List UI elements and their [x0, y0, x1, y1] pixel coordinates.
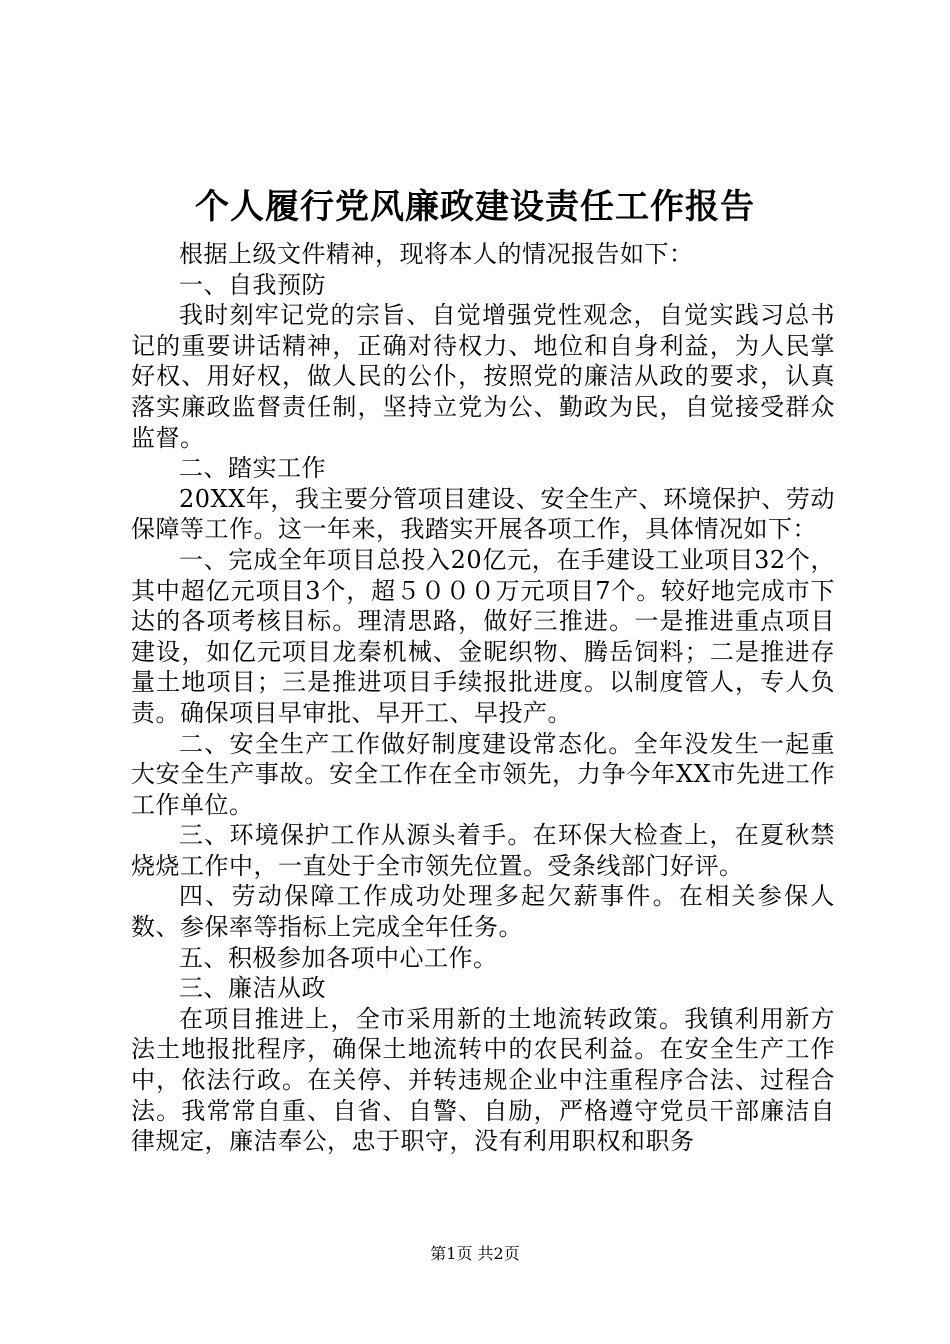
paragraph-work-item-3: 三、环境保护工作从源头着手。在环保大检查上，在夏秋禁烧烧工作中，一直处于全市领先位置。受条线部门好评。 [131, 821, 835, 880]
section-heading-clean-governance: 三、廉洁从政 [179, 974, 326, 1003]
page-number-footer: 第1页 共2页 [430, 1244, 520, 1263]
section-heading-self-prevention: 一、自我预防 [179, 270, 326, 299]
paragraph-work-item-2: 二、安全生产工作做好制度建设常态化。全年没发生一起重大安全生产事故。安全工作在全市领先，力争今年XX市先进工作工作单位。 [131, 729, 835, 819]
document-title: 个人履行党风廉政建设责任工作报告 [195, 187, 755, 227]
paragraph-clean-governance: 在项目推进上，全市采用新的土地流转政策。我镇利用新方法土地报批程序，确保土地流转中的农民利益。在安全生产工作中，依法行政。在关停、并转违规企业中注重程序合法、过程合法。我常常自重、自省、自警、自励，严格遵守党员干部廉洁自律规定，廉洁奉公，忠于职守，没有利用职权和职务 [131, 1004, 835, 1156]
section-heading-practical-work: 二、踏实工作 [179, 454, 326, 483]
paragraph-self-prevention: 我时刻牢记党的宗旨、自觉增强党性观念，自觉实践习总书记的重要讲话精神，正确对待权力、地位和自身利益，为人民掌好权、用好权，做人民的公仆，按照党的廉洁从政的要求，认真落实廉政监督责任制，坚持立党为公、勤政为民，自觉接受群众监督。 [131, 301, 835, 452]
paragraph-work-item-5: 五、积极参加各项中心工作。 [179, 943, 498, 972]
paragraph-work-overview: 20XX年，我主要分管项目建设、安全生产、环境保护、劳动保障等工作。这一年来，我踏实开展各项工作，具体情况如下： [131, 484, 835, 544]
document-body [131, 239, 835, 1157]
paragraph-work-item-1: 一、完成全年项目总投入20亿元，在手建设工业项目32个，其中超亿元项目3个，超５０００万元项目7个。较好地完成市下达的各项考核目标。理清思路，做好三推进。一是推进重点项目建设，如亿元项目龙秦机械、金昵织物、腾岳饲料；二是推进存量土地项目；三是推进项目手续报批进度。以制度管人，专人负责。确保项目早审批、早开工、早投产。 [131, 545, 835, 727]
paragraph-work-item-4: 四、劳动保障工作成功处理多起欠薪事件。在相关参保人数、参保率等指标上完成全年任务。 [131, 882, 835, 942]
paragraph-intro: 根据上级文件精神，现将本人的情况报告如下： [179, 240, 694, 268]
